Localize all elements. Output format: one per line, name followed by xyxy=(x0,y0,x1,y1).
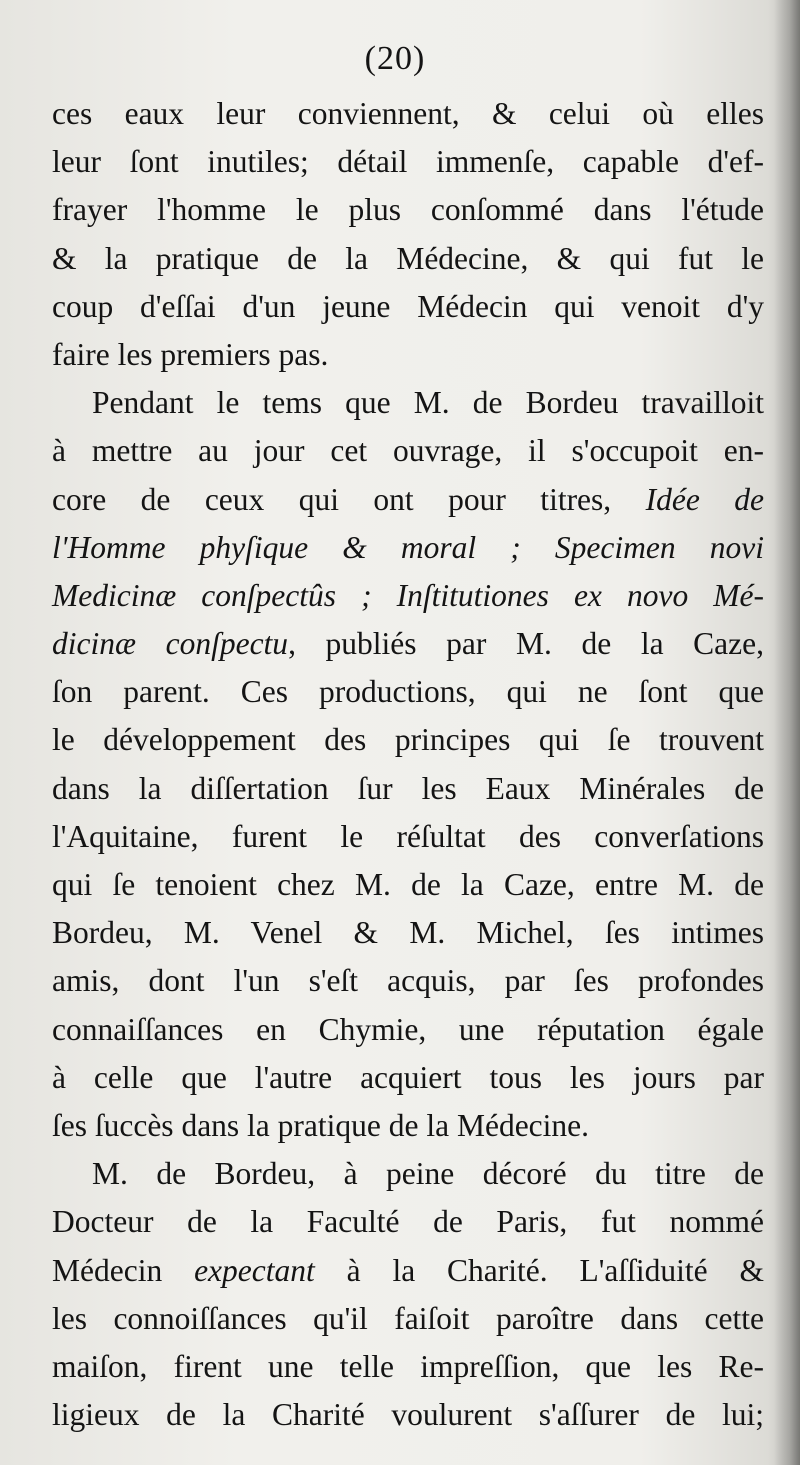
text-line: amis, dont l'un s'eſt acquis, par ſes profondes xyxy=(52,963,764,999)
text-line: Medicinæ conſpectûs ; Inſtitutiones ex novo Mé- xyxy=(52,577,764,613)
text-line: & la pratique de la Médecine, & qui fut le xyxy=(52,240,764,276)
text-line: qui ſe tenoient chez M. de la Caze, entre M. de xyxy=(52,867,764,902)
text-line: ligieux de la Charité voulurent s'aſſurer de lui; xyxy=(52,1397,764,1433)
text-line: frayer l'homme le plus conſommé dans l'étude xyxy=(52,192,764,228)
text-line: Pendant le tems que M. de Bordeu travailloit xyxy=(92,385,764,421)
text-line: dicinæ conſpectu, publiés par M. de la Caze, xyxy=(52,626,764,662)
text-line: coup d'eſſai d'un jeune Médecin qui venoit d'y xyxy=(52,288,764,324)
text-line: les connoiſſances qu'il faiſoit paroître dans cette xyxy=(52,1300,764,1336)
text-line: Bordeu, M. Venel & M. Michel, ſes intimes xyxy=(52,915,764,951)
text-line: le développement des principes qui ſe trouvent xyxy=(52,722,764,758)
body-text xyxy=(52,90,764,1439)
text-line: dans la diſſertation ſur les Eaux Minérales de xyxy=(52,770,764,806)
text-line: à celle que l'autre acquiert tous les jours par xyxy=(52,1059,764,1095)
text-line: ces eaux leur conviennent, & celui où elles xyxy=(52,96,764,131)
text-line: Docteur de la Faculté de Paris, fut nommé xyxy=(52,1204,764,1240)
text-line: à mettre au jour cet ouvrage, il s'occupoit en- xyxy=(52,433,764,469)
text-line: Médecin expectant à la Charité. L'aſſiduité & xyxy=(52,1252,764,1288)
page-gutter-shadow xyxy=(774,0,800,1465)
text-line: l'Homme phyſique & moral ; Specimen novi xyxy=(52,529,764,565)
text-line: core de ceux qui ont pour titres, Idée de xyxy=(52,481,765,517)
text-line: M. de Bordeu, à peine décoré du titre de xyxy=(92,1156,764,1192)
text-line: ſon parent. Ces productions, qui ne ſont que xyxy=(52,674,764,710)
text-line: connaiſſances en Chymie, une réputation égale xyxy=(52,1011,764,1047)
text-line: ſes ſuccès dans la pratique de la Médecine. xyxy=(52,1107,590,1143)
text-line: l'Aquitaine, furent le réſultat des converſations xyxy=(52,818,764,854)
text-line: leur ſont inutiles; détail immenſe, capable d'ef- xyxy=(52,144,764,180)
text-line: faire les premiers pas. xyxy=(52,336,329,372)
page-number: (20) xyxy=(364,40,426,77)
text-line: maiſon, firent une telle impreſſion, que les Re- xyxy=(52,1348,764,1384)
